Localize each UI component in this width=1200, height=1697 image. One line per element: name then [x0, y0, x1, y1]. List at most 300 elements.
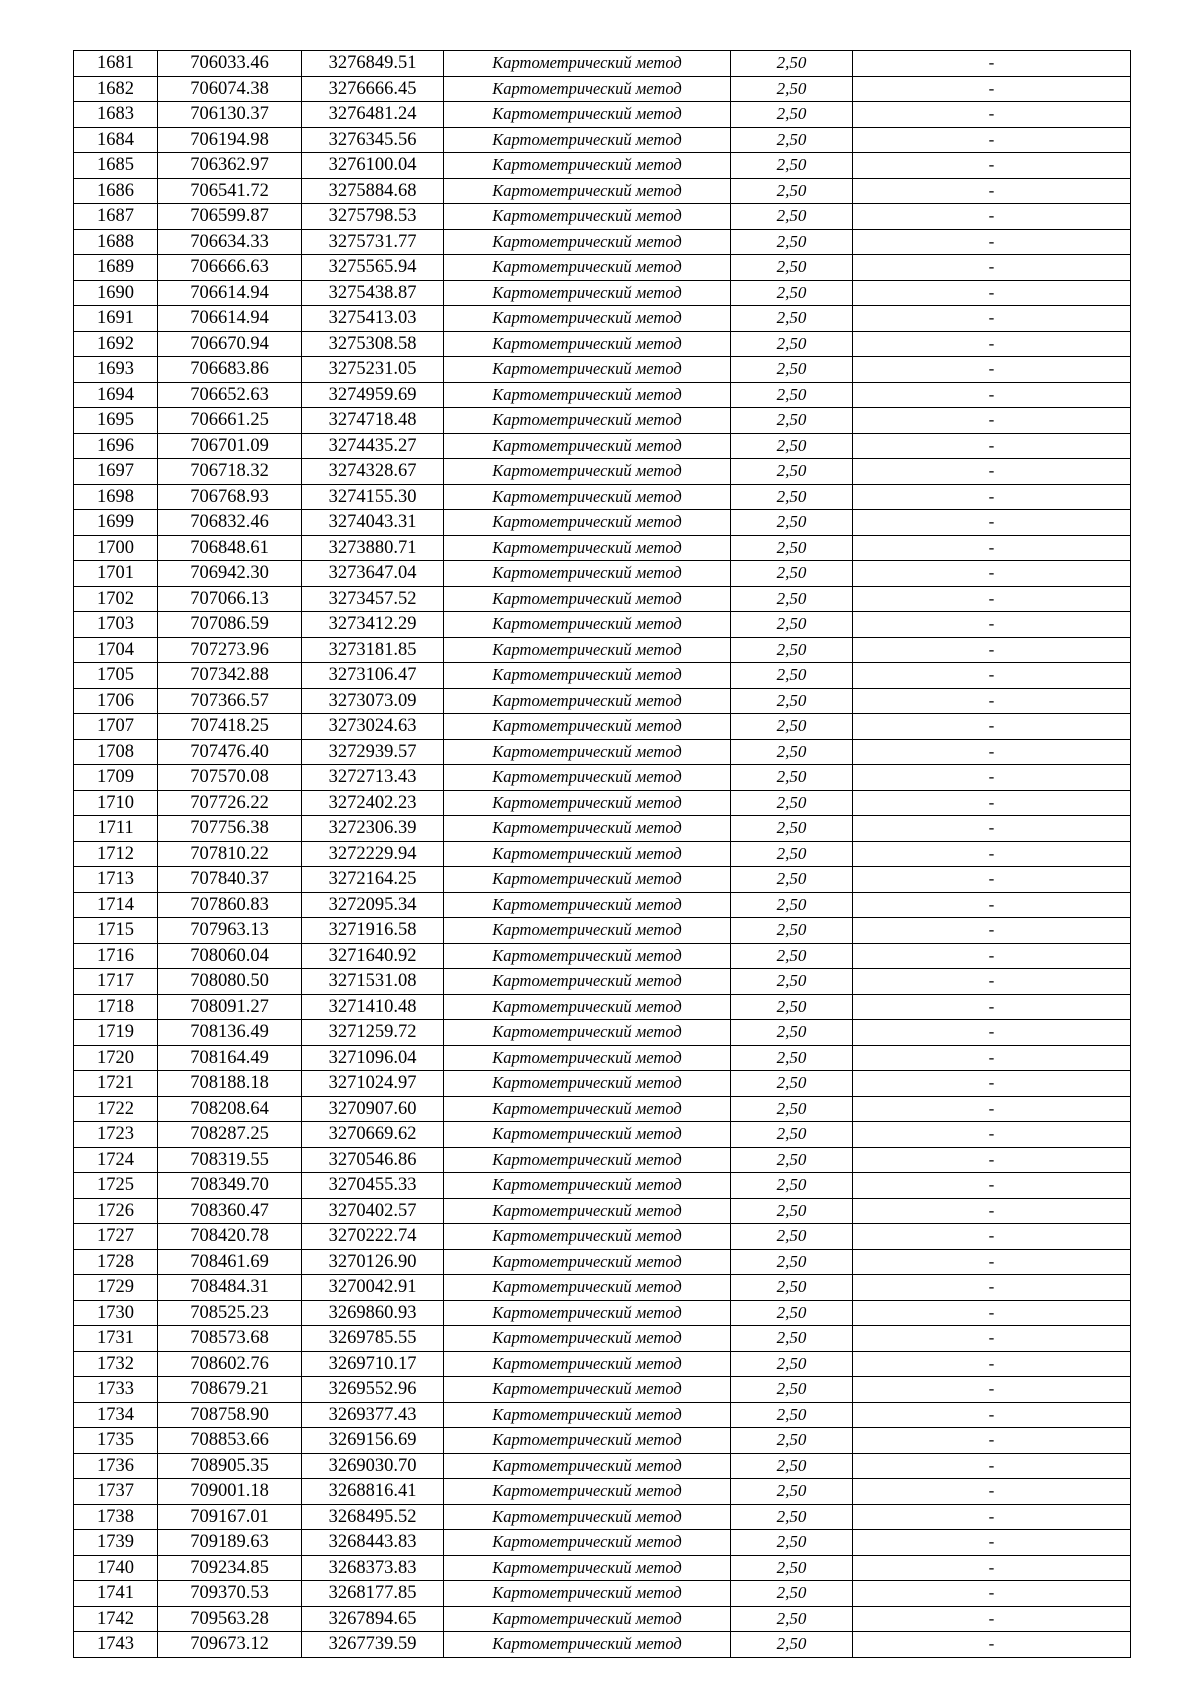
- note-cell: -: [853, 561, 1131, 587]
- x-coordinate-cell: 708136.49: [158, 1020, 302, 1046]
- x-coordinate-cell: 707810.22: [158, 841, 302, 867]
- note-cell: -: [853, 127, 1131, 153]
- accuracy-cell: 2,50: [731, 1147, 853, 1173]
- accuracy-cell: 2,50: [731, 178, 853, 204]
- point-number-cell: 1722: [74, 1096, 158, 1122]
- point-number-cell: 1738: [74, 1504, 158, 1530]
- x-coordinate-cell: 706848.61: [158, 535, 302, 561]
- x-coordinate-cell: 707860.83: [158, 892, 302, 918]
- table-row: [74, 892, 1131, 918]
- x-coordinate-cell: 708853.66: [158, 1428, 302, 1454]
- x-coordinate-cell: 706652.63: [158, 382, 302, 408]
- method-cell: Картометрический метод: [444, 280, 731, 306]
- point-number-cell: 1708: [74, 739, 158, 765]
- table-row: [74, 688, 1131, 714]
- note-cell: -: [853, 535, 1131, 561]
- y-coordinate-cell: 3274328.67: [302, 459, 444, 485]
- accuracy-cell: 2,50: [731, 459, 853, 485]
- x-coordinate-cell: 708091.27: [158, 994, 302, 1020]
- x-coordinate-cell: 708360.47: [158, 1198, 302, 1224]
- y-coordinate-cell: 3273024.63: [302, 714, 444, 740]
- x-coordinate-cell: 708188.18: [158, 1071, 302, 1097]
- note-cell: -: [853, 918, 1131, 944]
- accuracy-cell: 2,50: [731, 1275, 853, 1301]
- x-coordinate-cell: 708461.69: [158, 1249, 302, 1275]
- x-coordinate-cell: 708525.23: [158, 1300, 302, 1326]
- accuracy-cell: 2,50: [731, 306, 853, 332]
- y-coordinate-cell: 3275231.05: [302, 357, 444, 383]
- note-cell: -: [853, 586, 1131, 612]
- method-cell: Картометрический метод: [444, 102, 731, 128]
- method-cell: Картометрический метод: [444, 433, 731, 459]
- method-cell: Картометрический метод: [444, 867, 731, 893]
- accuracy-cell: 2,50: [731, 816, 853, 842]
- x-coordinate-cell: 709370.53: [158, 1581, 302, 1607]
- y-coordinate-cell: 3268443.83: [302, 1530, 444, 1556]
- x-coordinate-cell: 706362.97: [158, 153, 302, 179]
- method-cell: Картометрический метод: [444, 76, 731, 102]
- x-coordinate-cell: 707726.22: [158, 790, 302, 816]
- method-cell: Картометрический метод: [444, 1606, 731, 1632]
- table-row: [74, 1275, 1131, 1301]
- y-coordinate-cell: 3268495.52: [302, 1504, 444, 1530]
- point-number-cell: 1707: [74, 714, 158, 740]
- point-number-cell: 1719: [74, 1020, 158, 1046]
- accuracy-cell: 2,50: [731, 943, 853, 969]
- method-cell: Картометрический метод: [444, 1504, 731, 1530]
- table-row: [74, 280, 1131, 306]
- y-coordinate-cell: 3271640.92: [302, 943, 444, 969]
- table-row: [74, 51, 1131, 77]
- method-cell: Картометрический метод: [444, 561, 731, 587]
- point-number-cell: 1712: [74, 841, 158, 867]
- x-coordinate-cell: 706033.46: [158, 51, 302, 77]
- method-cell: Картометрический метод: [444, 1326, 731, 1352]
- point-number-cell: 1690: [74, 280, 158, 306]
- accuracy-cell: 2,50: [731, 1045, 853, 1071]
- accuracy-cell: 2,50: [731, 790, 853, 816]
- point-number-cell: 1714: [74, 892, 158, 918]
- point-number-cell: 1684: [74, 127, 158, 153]
- point-number-cell: 1733: [74, 1377, 158, 1403]
- accuracy-cell: 2,50: [731, 1071, 853, 1097]
- table-row: [74, 255, 1131, 281]
- x-coordinate-cell: 709673.12: [158, 1632, 302, 1658]
- point-number-cell: 1709: [74, 765, 158, 791]
- table-row: [74, 357, 1131, 383]
- table-row: [74, 535, 1131, 561]
- accuracy-cell: 2,50: [731, 510, 853, 536]
- method-cell: Картометрический метод: [444, 688, 731, 714]
- y-coordinate-cell: 3269377.43: [302, 1402, 444, 1428]
- point-number-cell: 1682: [74, 76, 158, 102]
- coordinates-table: [73, 50, 1131, 1658]
- y-coordinate-cell: 3272095.34: [302, 892, 444, 918]
- accuracy-cell: 2,50: [731, 153, 853, 179]
- point-number-cell: 1700: [74, 535, 158, 561]
- method-cell: Картометрический метод: [444, 382, 731, 408]
- table-row: [74, 841, 1131, 867]
- accuracy-cell: 2,50: [731, 1173, 853, 1199]
- method-cell: Картометрический метод: [444, 943, 731, 969]
- table-row: [74, 510, 1131, 536]
- note-cell: -: [853, 1555, 1131, 1581]
- accuracy-cell: 2,50: [731, 382, 853, 408]
- accuracy-cell: 2,50: [731, 969, 853, 995]
- x-coordinate-cell: 706661.25: [158, 408, 302, 434]
- table-row: [74, 561, 1131, 587]
- accuracy-cell: 2,50: [731, 255, 853, 281]
- method-cell: Картометрический метод: [444, 535, 731, 561]
- y-coordinate-cell: 3270907.60: [302, 1096, 444, 1122]
- accuracy-cell: 2,50: [731, 1326, 853, 1352]
- x-coordinate-cell: 706768.93: [158, 484, 302, 510]
- method-cell: Картометрический метод: [444, 331, 731, 357]
- x-coordinate-cell: 707086.59: [158, 612, 302, 638]
- note-cell: -: [853, 178, 1131, 204]
- note-cell: -: [853, 1606, 1131, 1632]
- table-row: [74, 867, 1131, 893]
- table-row: [74, 1453, 1131, 1479]
- note-cell: -: [853, 1147, 1131, 1173]
- accuracy-cell: 2,50: [731, 994, 853, 1020]
- accuracy-cell: 2,50: [731, 51, 853, 77]
- accuracy-cell: 2,50: [731, 1479, 853, 1505]
- table-row: [74, 765, 1131, 791]
- table-row: [74, 1377, 1131, 1403]
- table-row: [74, 586, 1131, 612]
- y-coordinate-cell: 3269710.17: [302, 1351, 444, 1377]
- point-number-cell: 1699: [74, 510, 158, 536]
- table-row: [74, 1555, 1131, 1581]
- point-number-cell: 1741: [74, 1581, 158, 1607]
- y-coordinate-cell: 3276849.51: [302, 51, 444, 77]
- method-cell: Картометрический метод: [444, 357, 731, 383]
- y-coordinate-cell: 3271096.04: [302, 1045, 444, 1071]
- accuracy-cell: 2,50: [731, 1402, 853, 1428]
- method-cell: Картометрический метод: [444, 1530, 731, 1556]
- y-coordinate-cell: 3269156.69: [302, 1428, 444, 1454]
- x-coordinate-cell: 708679.21: [158, 1377, 302, 1403]
- point-number-cell: 1688: [74, 229, 158, 255]
- accuracy-cell: 2,50: [731, 433, 853, 459]
- x-coordinate-cell: 706942.30: [158, 561, 302, 587]
- method-cell: Картометрический метод: [444, 1479, 731, 1505]
- x-coordinate-cell: 706541.72: [158, 178, 302, 204]
- note-cell: -: [853, 229, 1131, 255]
- point-number-cell: 1743: [74, 1632, 158, 1658]
- x-coordinate-cell: 707342.88: [158, 663, 302, 689]
- table-row: [74, 382, 1131, 408]
- x-coordinate-cell: 708420.78: [158, 1224, 302, 1250]
- y-coordinate-cell: 3272939.57: [302, 739, 444, 765]
- accuracy-cell: 2,50: [731, 1198, 853, 1224]
- table-row: [74, 306, 1131, 332]
- point-number-cell: 1735: [74, 1428, 158, 1454]
- table-row: [74, 459, 1131, 485]
- y-coordinate-cell: 3271024.97: [302, 1071, 444, 1097]
- point-number-cell: 1725: [74, 1173, 158, 1199]
- accuracy-cell: 2,50: [731, 1224, 853, 1250]
- method-cell: Картометрический метод: [444, 1096, 731, 1122]
- y-coordinate-cell: 3271531.08: [302, 969, 444, 995]
- method-cell: Картометрический метод: [444, 663, 731, 689]
- point-number-cell: 1739: [74, 1530, 158, 1556]
- x-coordinate-cell: 706832.46: [158, 510, 302, 536]
- table-row: [74, 1530, 1131, 1556]
- accuracy-cell: 2,50: [731, 1453, 853, 1479]
- note-cell: -: [853, 663, 1131, 689]
- point-number-cell: 1704: [74, 637, 158, 663]
- note-cell: -: [853, 892, 1131, 918]
- note-cell: -: [853, 484, 1131, 510]
- point-number-cell: 1695: [74, 408, 158, 434]
- point-number-cell: 1711: [74, 816, 158, 842]
- note-cell: -: [853, 51, 1131, 77]
- y-coordinate-cell: 3275308.58: [302, 331, 444, 357]
- note-cell: -: [853, 306, 1131, 332]
- note-cell: -: [853, 688, 1131, 714]
- point-number-cell: 1696: [74, 433, 158, 459]
- method-cell: Картометрический метод: [444, 306, 731, 332]
- point-number-cell: 1740: [74, 1555, 158, 1581]
- method-cell: Картометрический метод: [444, 1581, 731, 1607]
- x-coordinate-cell: 707066.13: [158, 586, 302, 612]
- note-cell: -: [853, 637, 1131, 663]
- method-cell: Картометрический метод: [444, 1249, 731, 1275]
- method-cell: Картометрический метод: [444, 1632, 731, 1658]
- accuracy-cell: 2,50: [731, 1555, 853, 1581]
- table-row: [74, 969, 1131, 995]
- method-cell: Картометрический метод: [444, 1377, 731, 1403]
- table-row: [74, 1428, 1131, 1454]
- method-cell: Картометрический метод: [444, 204, 731, 230]
- y-coordinate-cell: 3267739.59: [302, 1632, 444, 1658]
- accuracy-cell: 2,50: [731, 841, 853, 867]
- table-row: [74, 1147, 1131, 1173]
- y-coordinate-cell: 3273412.29: [302, 612, 444, 638]
- accuracy-cell: 2,50: [731, 535, 853, 561]
- x-coordinate-cell: 708060.04: [158, 943, 302, 969]
- y-coordinate-cell: 3272713.43: [302, 765, 444, 791]
- method-cell: Картометрический метод: [444, 1045, 731, 1071]
- point-number-cell: 1691: [74, 306, 158, 332]
- note-cell: -: [853, 357, 1131, 383]
- method-cell: Картометрический метод: [444, 484, 731, 510]
- y-coordinate-cell: 3270222.74: [302, 1224, 444, 1250]
- x-coordinate-cell: 706614.94: [158, 280, 302, 306]
- method-cell: Картометрический метод: [444, 790, 731, 816]
- y-coordinate-cell: 3274718.48: [302, 408, 444, 434]
- accuracy-cell: 2,50: [731, 204, 853, 230]
- x-coordinate-cell: 706074.38: [158, 76, 302, 102]
- x-coordinate-cell: 707570.08: [158, 765, 302, 791]
- table-row: [74, 637, 1131, 663]
- accuracy-cell: 2,50: [731, 765, 853, 791]
- note-cell: -: [853, 102, 1131, 128]
- method-cell: Картометрический метод: [444, 1453, 731, 1479]
- note-cell: -: [853, 1045, 1131, 1071]
- y-coordinate-cell: 3268177.85: [302, 1581, 444, 1607]
- x-coordinate-cell: 706718.32: [158, 459, 302, 485]
- x-coordinate-cell: 708905.35: [158, 1453, 302, 1479]
- y-coordinate-cell: 3275565.94: [302, 255, 444, 281]
- note-cell: -: [853, 612, 1131, 638]
- x-coordinate-cell: 707840.37: [158, 867, 302, 893]
- note-cell: -: [853, 76, 1131, 102]
- note-cell: -: [853, 1122, 1131, 1148]
- note-cell: -: [853, 1071, 1131, 1097]
- note-cell: -: [853, 1300, 1131, 1326]
- y-coordinate-cell: 3272229.94: [302, 841, 444, 867]
- method-cell: Картометрический метод: [444, 1402, 731, 1428]
- accuracy-cell: 2,50: [731, 739, 853, 765]
- accuracy-cell: 2,50: [731, 229, 853, 255]
- method-cell: Картометрический метод: [444, 994, 731, 1020]
- y-coordinate-cell: 3270455.33: [302, 1173, 444, 1199]
- table-row: [74, 102, 1131, 128]
- note-cell: -: [853, 943, 1131, 969]
- table-row: [74, 1504, 1131, 1530]
- note-cell: -: [853, 739, 1131, 765]
- note-cell: -: [853, 841, 1131, 867]
- table-row: [74, 1224, 1131, 1250]
- note-cell: -: [853, 1275, 1131, 1301]
- method-cell: Картометрический метод: [444, 1147, 731, 1173]
- method-cell: Картометрический метод: [444, 586, 731, 612]
- method-cell: Картометрический метод: [444, 1224, 731, 1250]
- y-coordinate-cell: 3269552.96: [302, 1377, 444, 1403]
- note-cell: -: [853, 1020, 1131, 1046]
- method-cell: Картометрический метод: [444, 1275, 731, 1301]
- note-cell: -: [853, 994, 1131, 1020]
- note-cell: -: [853, 1581, 1131, 1607]
- x-coordinate-cell: 708287.25: [158, 1122, 302, 1148]
- table-row: [74, 204, 1131, 230]
- point-number-cell: 1728: [74, 1249, 158, 1275]
- point-number-cell: 1718: [74, 994, 158, 1020]
- accuracy-cell: 2,50: [731, 1300, 853, 1326]
- method-cell: Картометрический метод: [444, 739, 731, 765]
- table-row: [74, 1300, 1131, 1326]
- y-coordinate-cell: 3270669.62: [302, 1122, 444, 1148]
- note-cell: -: [853, 1377, 1131, 1403]
- table-row: [74, 127, 1131, 153]
- y-coordinate-cell: 3270042.91: [302, 1275, 444, 1301]
- accuracy-cell: 2,50: [731, 561, 853, 587]
- note-cell: -: [853, 1198, 1131, 1224]
- y-coordinate-cell: 3276666.45: [302, 76, 444, 102]
- method-cell: Картометрический метод: [444, 841, 731, 867]
- y-coordinate-cell: 3269785.55: [302, 1326, 444, 1352]
- y-coordinate-cell: 3274043.31: [302, 510, 444, 536]
- table-row: [74, 229, 1131, 255]
- table-row: [74, 76, 1131, 102]
- point-number-cell: 1681: [74, 51, 158, 77]
- point-number-cell: 1715: [74, 918, 158, 944]
- point-number-cell: 1736: [74, 1453, 158, 1479]
- table-row: [74, 790, 1131, 816]
- table-row: [74, 153, 1131, 179]
- y-coordinate-cell: 3273647.04: [302, 561, 444, 587]
- table-row: [74, 1045, 1131, 1071]
- point-number-cell: 1742: [74, 1606, 158, 1632]
- table-row: [74, 1249, 1131, 1275]
- method-cell: Картометрический метод: [444, 714, 731, 740]
- accuracy-cell: 2,50: [731, 1428, 853, 1454]
- table-row: [74, 1632, 1131, 1658]
- y-coordinate-cell: 3273106.47: [302, 663, 444, 689]
- table-row: [74, 1326, 1131, 1352]
- method-cell: Картометрический метод: [444, 1020, 731, 1046]
- table-row: [74, 408, 1131, 434]
- method-cell: Картометрический метод: [444, 1198, 731, 1224]
- method-cell: Картометрический метод: [444, 1071, 731, 1097]
- accuracy-cell: 2,50: [731, 688, 853, 714]
- y-coordinate-cell: 3274959.69: [302, 382, 444, 408]
- point-number-cell: 1698: [74, 484, 158, 510]
- table-row: [74, 1198, 1131, 1224]
- x-coordinate-cell: 708758.90: [158, 1402, 302, 1428]
- y-coordinate-cell: 3274155.30: [302, 484, 444, 510]
- method-cell: Картометрический метод: [444, 510, 731, 536]
- method-cell: Картометрический метод: [444, 1300, 731, 1326]
- accuracy-cell: 2,50: [731, 867, 853, 893]
- note-cell: -: [853, 1249, 1131, 1275]
- method-cell: Картометрический метод: [444, 1428, 731, 1454]
- note-cell: -: [853, 1453, 1131, 1479]
- method-cell: Картометрический метод: [444, 892, 731, 918]
- y-coordinate-cell: 3276481.24: [302, 102, 444, 128]
- y-coordinate-cell: 3275731.77: [302, 229, 444, 255]
- y-coordinate-cell: 3275884.68: [302, 178, 444, 204]
- x-coordinate-cell: 707418.25: [158, 714, 302, 740]
- y-coordinate-cell: 3271916.58: [302, 918, 444, 944]
- y-coordinate-cell: 3267894.65: [302, 1606, 444, 1632]
- accuracy-cell: 2,50: [731, 1122, 853, 1148]
- table-row: [74, 331, 1131, 357]
- y-coordinate-cell: 3272402.23: [302, 790, 444, 816]
- method-cell: Картометрический метод: [444, 765, 731, 791]
- table-row: [74, 178, 1131, 204]
- point-number-cell: 1726: [74, 1198, 158, 1224]
- note-cell: -: [853, 816, 1131, 842]
- table-row: [74, 714, 1131, 740]
- method-cell: Картометрический метод: [444, 178, 731, 204]
- accuracy-cell: 2,50: [731, 408, 853, 434]
- method-cell: Картометрический метод: [444, 1173, 731, 1199]
- table-row: [74, 663, 1131, 689]
- y-coordinate-cell: 3268373.83: [302, 1555, 444, 1581]
- point-number-cell: 1697: [74, 459, 158, 485]
- x-coordinate-cell: 706599.87: [158, 204, 302, 230]
- method-cell: Картометрический метод: [444, 918, 731, 944]
- coordinates-table-body: [74, 51, 1131, 1658]
- accuracy-cell: 2,50: [731, 280, 853, 306]
- note-cell: -: [853, 459, 1131, 485]
- note-cell: -: [853, 1504, 1131, 1530]
- table-row: [74, 943, 1131, 969]
- method-cell: Картометрический метод: [444, 51, 731, 77]
- point-number-cell: 1710: [74, 790, 158, 816]
- point-number-cell: 1721: [74, 1071, 158, 1097]
- x-coordinate-cell: 709563.28: [158, 1606, 302, 1632]
- x-coordinate-cell: 706701.09: [158, 433, 302, 459]
- point-number-cell: 1734: [74, 1402, 158, 1428]
- point-number-cell: 1694: [74, 382, 158, 408]
- point-number-cell: 1727: [74, 1224, 158, 1250]
- point-number-cell: 1731: [74, 1326, 158, 1352]
